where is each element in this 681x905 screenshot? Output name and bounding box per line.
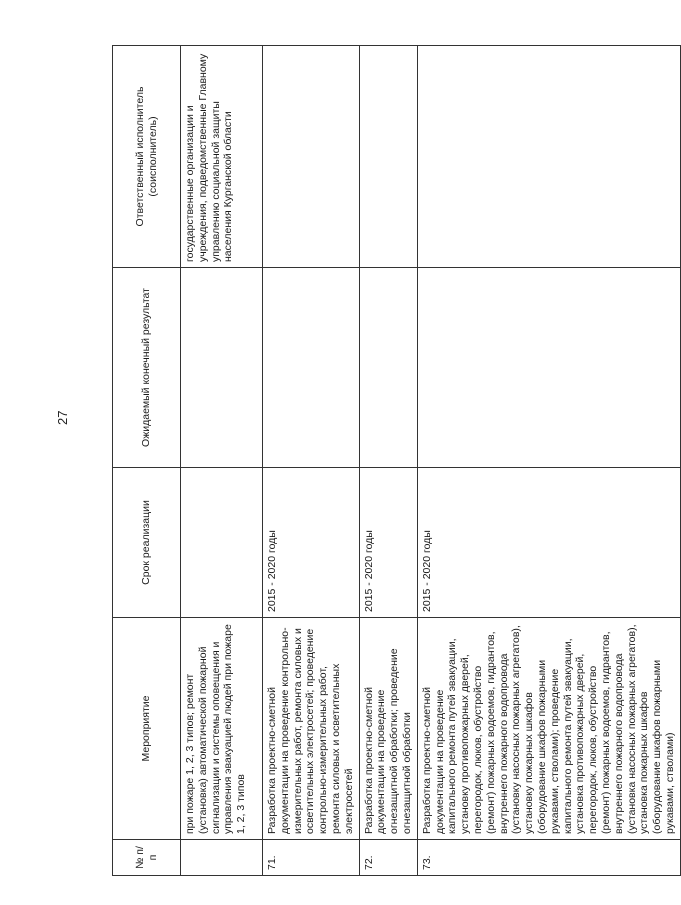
row-result [263,268,360,468]
table-row [263,46,360,876]
row-measure: Разработка проектно-сметной документации на проведение контрольно-измерительных работ, ремонта силовых и осветительных электросетей; проведение контрольно-измерительных работ, ремонта силовых и осветительных электросетей [263,618,360,840]
header-executor: Ответственный исполнитель (соисполнитель) [113,46,181,268]
row-result [181,268,263,468]
header-period: Срок реализации [113,468,181,618]
header-num: № п/п [113,840,181,876]
row-executor [417,46,680,268]
page-number: 27 [55,410,70,425]
row-period: 2015 - 2020 годы [263,468,360,618]
measures-table [112,45,681,876]
row-measure: при пожаре 1, 2, 3 типов; ремонт (установка) автоматической пожарной сигнализации и системы оповещения и управления эвакуацией людей при пожаре 1, 2, 3 типов [181,618,263,840]
table-row [359,46,417,876]
row-measure: Разработка проектно-сметной документации на проведение огнезащитной обработки; проведение огнезащитной обработки [359,618,417,840]
rotated-table-wrapper [112,46,676,876]
row-period: 2015 - 2020 годы [359,468,417,618]
row-period: 2015 - 2020 годы [417,468,680,618]
row-num [181,840,263,876]
row-num: 71. [263,840,360,876]
header-result: Ожидаемый конечный результат [113,268,181,468]
table-header-row [113,46,181,876]
row-num: 72. [359,840,417,876]
row-period [181,468,263,618]
row-executor [359,46,417,268]
row-num: 73. [417,840,680,876]
row-result [417,268,680,468]
row-executor: государственные организации и учреждения, подведомственные Главному управлению социальной защиты населения Курганской области [181,46,263,268]
row-result [359,268,417,468]
header-measure: Мероприятие [113,618,181,840]
row-executor [263,46,360,268]
table-row [417,46,680,876]
table-row [181,46,263,876]
row-measure: Разработка проектно-сметной документации на проведение капитального ремонта путей эвакуации, установку противопожарных дверей, перегородок, люков, обустройство (ремонт) пожарных водоемов, гидрантов, внутреннего пожарного водопровода (установку насосных пожарных агрегатов), установку пожарных шкафов (оборудование шкафов пожарными рукавами, стволами); проведение капитального ремонта путей эвакуации, установка противопожарных дверей, перегородок, люков, обустройство (ремонт) пожарных водоемов, гидрантов, внутреннего пожарного водопровода (установка насосных пожарных агрегатов), установка пожарных шкафов (оборудование шкафов пожарными рукавами, стволами) [417,618,680,840]
